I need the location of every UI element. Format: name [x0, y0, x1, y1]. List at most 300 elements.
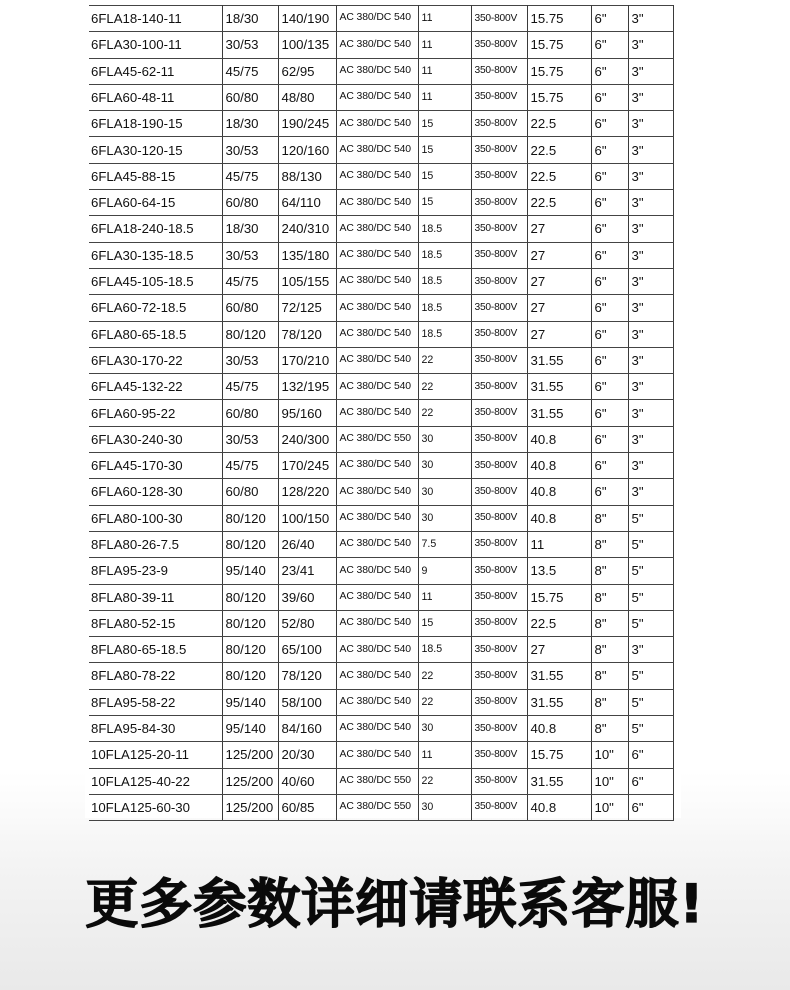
cell-power-kw: 18.5: [418, 216, 471, 242]
cell-voltage-range: 350-800V: [471, 137, 527, 163]
cell-flow: 80/120: [222, 610, 278, 636]
cell-power-kw: 18.5: [418, 321, 471, 347]
cell-size: 5": [628, 663, 673, 689]
cell-size: 3": [628, 137, 673, 163]
cell-current: 22.5: [527, 111, 591, 137]
table-row: [89, 321, 673, 347]
cell-voltage: AC 380/DC 540: [336, 190, 418, 216]
cell-voltage: AC 380/DC 540: [336, 32, 418, 58]
cell-voltage-range: 350-800V: [471, 400, 527, 426]
cell-voltage: AC 380/DC 540: [336, 505, 418, 531]
cell-voltage-range: 350-800V: [471, 32, 527, 58]
cell-outlet: 8": [591, 689, 628, 715]
cell-voltage-range: 350-800V: [471, 716, 527, 742]
table-row: [89, 242, 673, 268]
cell-outlet: 8": [591, 531, 628, 557]
cell-model: 6FLA45-132-22: [89, 374, 222, 400]
cell-voltage-range: 350-800V: [471, 190, 527, 216]
cell-voltage-range: 350-800V: [471, 163, 527, 189]
cell-size: 3": [628, 216, 673, 242]
cell-model: 8FLA95-23-9: [89, 558, 222, 584]
cell-power-kw: 22: [418, 347, 471, 373]
cell-head: 39/60: [278, 584, 336, 610]
cell-voltage: AC 380/DC 540: [336, 400, 418, 426]
cell-voltage-range: 350-800V: [471, 268, 527, 294]
cell-flow: 95/140: [222, 716, 278, 742]
cell-model: 6FLA45-105-18.5: [89, 268, 222, 294]
spec-table-body: [89, 6, 673, 821]
cell-voltage-range: 350-800V: [471, 689, 527, 715]
cell-size: 3": [628, 6, 673, 32]
cell-outlet: 8": [591, 505, 628, 531]
cell-size: 5": [628, 505, 673, 531]
cell-flow: 80/120: [222, 531, 278, 557]
cell-outlet: 6": [591, 242, 628, 268]
cell-voltage: AC 380/DC 540: [336, 689, 418, 715]
cell-voltage-range: 350-800V: [471, 6, 527, 32]
cell-outlet: 8": [591, 663, 628, 689]
cell-flow: 80/120: [222, 321, 278, 347]
cell-power-kw: 11: [418, 6, 471, 32]
cell-flow: 80/120: [222, 637, 278, 663]
cell-outlet: 8": [591, 610, 628, 636]
cell-size: 3": [628, 295, 673, 321]
cell-current: 40.8: [527, 794, 591, 820]
table-row: [89, 32, 673, 58]
cell-outlet: 10": [591, 742, 628, 768]
cell-current: 15.75: [527, 58, 591, 84]
cell-power-kw: 22: [418, 689, 471, 715]
cell-outlet: 10": [591, 794, 628, 820]
cell-voltage-range: 350-800V: [471, 295, 527, 321]
table-row: [89, 610, 673, 636]
cell-size: 3": [628, 58, 673, 84]
cell-head: 84/160: [278, 716, 336, 742]
table-row: [89, 6, 673, 32]
cell-outlet: 6": [591, 137, 628, 163]
cell-model: 6FLA60-48-11: [89, 84, 222, 110]
cell-flow: 18/30: [222, 6, 278, 32]
cell-size: 3": [628, 479, 673, 505]
cell-power-kw: 30: [418, 453, 471, 479]
cell-size: 3": [628, 637, 673, 663]
cell-flow: 18/30: [222, 111, 278, 137]
cell-power-kw: 7.5: [418, 531, 471, 557]
cell-current: 40.8: [527, 426, 591, 452]
cell-model: 8FLA80-78-22: [89, 663, 222, 689]
cell-power-kw: 15: [418, 610, 471, 636]
cell-voltage: AC 380/DC 540: [336, 637, 418, 663]
cell-voltage: AC 380/DC 540: [336, 163, 418, 189]
table-row: [89, 663, 673, 689]
cell-current: 27: [527, 216, 591, 242]
cell-power-kw: 22: [418, 374, 471, 400]
cell-model: 8FLA80-39-11: [89, 584, 222, 610]
cell-head: 72/125: [278, 295, 336, 321]
cell-power-kw: 18.5: [418, 242, 471, 268]
cell-model: 6FLA60-64-15: [89, 190, 222, 216]
cell-current: 15.75: [527, 584, 591, 610]
cell-size: 5": [628, 716, 673, 742]
cell-model: 6FLA80-100-30: [89, 505, 222, 531]
cell-flow: 80/120: [222, 505, 278, 531]
cell-flow: 125/200: [222, 768, 278, 794]
cell-voltage: AC 380/DC 540: [336, 374, 418, 400]
cell-current: 27: [527, 295, 591, 321]
cell-head: 64/110: [278, 190, 336, 216]
cell-current: 40.8: [527, 453, 591, 479]
cell-power-kw: 18.5: [418, 295, 471, 321]
cell-head: 62/95: [278, 58, 336, 84]
cell-voltage: AC 380/DC 540: [336, 558, 418, 584]
cell-model: 6FLA45-170-30: [89, 453, 222, 479]
table-row: [89, 742, 673, 768]
cell-model: 6FLA18-240-18.5: [89, 216, 222, 242]
cell-model: 6FLA18-140-11: [89, 6, 222, 32]
cell-current: 31.55: [527, 400, 591, 426]
cell-voltage-range: 350-800V: [471, 505, 527, 531]
cell-outlet: 6": [591, 84, 628, 110]
cell-voltage: AC 380/DC 540: [336, 584, 418, 610]
cell-outlet: 8": [591, 558, 628, 584]
cell-voltage: AC 380/DC 550: [336, 794, 418, 820]
cell-current: 15.75: [527, 84, 591, 110]
cell-size: 3": [628, 242, 673, 268]
cell-flow: 125/200: [222, 742, 278, 768]
cell-voltage-range: 350-800V: [471, 558, 527, 584]
cell-power-kw: 30: [418, 479, 471, 505]
cell-voltage: AC 380/DC 540: [336, 242, 418, 268]
cell-current: 15.75: [527, 742, 591, 768]
cell-size: 3": [628, 268, 673, 294]
cell-size: 3": [628, 321, 673, 347]
cell-outlet: 6": [591, 6, 628, 32]
cell-head: 128/220: [278, 479, 336, 505]
table-row: [89, 716, 673, 742]
cell-voltage-range: 350-800V: [471, 242, 527, 268]
cell-flow: 60/80: [222, 295, 278, 321]
cell-model: 6FLA30-170-22: [89, 347, 222, 373]
cell-power-kw: 9: [418, 558, 471, 584]
cell-voltage: AC 380/DC 540: [336, 610, 418, 636]
cell-model: 8FLA80-52-15: [89, 610, 222, 636]
cell-flow: 30/53: [222, 347, 278, 373]
cell-voltage: AC 380/DC 540: [336, 295, 418, 321]
cell-model: 6FLA60-72-18.5: [89, 295, 222, 321]
cell-voltage-range: 350-800V: [471, 426, 527, 452]
table-row: [89, 400, 673, 426]
cell-size: 5": [628, 689, 673, 715]
cell-model: 6FLA60-95-22: [89, 400, 222, 426]
cell-head: 58/100: [278, 689, 336, 715]
cell-current: 13.5: [527, 558, 591, 584]
cell-voltage: AC 380/DC 540: [336, 479, 418, 505]
cell-outlet: 8": [591, 584, 628, 610]
cell-head: 65/100: [278, 637, 336, 663]
cell-head: 23/41: [278, 558, 336, 584]
cell-model: 6FLA80-65-18.5: [89, 321, 222, 347]
cell-head: 48/80: [278, 84, 336, 110]
cell-flow: 60/80: [222, 190, 278, 216]
cell-power-kw: 30: [418, 794, 471, 820]
cell-head: 240/310: [278, 216, 336, 242]
cell-current: 15.75: [527, 6, 591, 32]
cell-power-kw: 15: [418, 137, 471, 163]
cell-head: 190/245: [278, 111, 336, 137]
cell-power-kw: 11: [418, 742, 471, 768]
cell-size: 3": [628, 347, 673, 373]
cell-head: 135/180: [278, 242, 336, 268]
cell-outlet: 10": [591, 768, 628, 794]
cell-outlet: 6": [591, 426, 628, 452]
cell-current: 22.5: [527, 190, 591, 216]
cell-size: 3": [628, 374, 673, 400]
cell-voltage: AC 380/DC 540: [336, 742, 418, 768]
cell-head: 40/60: [278, 768, 336, 794]
cell-voltage-range: 350-800V: [471, 742, 527, 768]
cell-power-kw: 30: [418, 505, 471, 531]
cell-voltage-range: 350-800V: [471, 453, 527, 479]
cell-voltage-range: 350-800V: [471, 663, 527, 689]
cell-flow: 45/75: [222, 374, 278, 400]
cell-outlet: 6": [591, 268, 628, 294]
cell-head: 100/150: [278, 505, 336, 531]
cell-current: 31.55: [527, 768, 591, 794]
cell-head: 105/155: [278, 268, 336, 294]
cell-voltage: AC 380/DC 540: [336, 137, 418, 163]
cell-current: 27: [527, 321, 591, 347]
cell-voltage: AC 380/DC 540: [336, 321, 418, 347]
cell-flow: 60/80: [222, 400, 278, 426]
contact-service-banner: 更多参数详细请联系客服!: [85, 874, 705, 935]
cell-current: 22.5: [527, 610, 591, 636]
cell-size: 3": [628, 32, 673, 58]
cell-model: 6FLA45-62-11: [89, 58, 222, 84]
table-row: [89, 689, 673, 715]
cell-voltage-range: 350-800V: [471, 58, 527, 84]
cell-flow: 60/80: [222, 84, 278, 110]
cell-power-kw: 11: [418, 32, 471, 58]
cell-model: 6FLA30-135-18.5: [89, 242, 222, 268]
cell-flow: 18/30: [222, 216, 278, 242]
table-row: [89, 453, 673, 479]
cell-outlet: 6": [591, 111, 628, 137]
cell-head: 52/80: [278, 610, 336, 636]
cell-head: 170/245: [278, 453, 336, 479]
cell-current: 22.5: [527, 137, 591, 163]
pump-spec-table: [89, 5, 674, 821]
cell-size: 3": [628, 453, 673, 479]
cell-voltage-range: 350-800V: [471, 347, 527, 373]
cell-flow: 80/120: [222, 584, 278, 610]
cell-flow: 30/53: [222, 426, 278, 452]
table-row: [89, 295, 673, 321]
cell-voltage: AC 380/DC 540: [336, 453, 418, 479]
cell-power-kw: 30: [418, 716, 471, 742]
cell-head: 120/160: [278, 137, 336, 163]
cell-size: 6": [628, 794, 673, 820]
cell-power-kw: 15: [418, 190, 471, 216]
cell-flow: 45/75: [222, 163, 278, 189]
cell-head: 78/120: [278, 663, 336, 689]
cell-flow: 45/75: [222, 268, 278, 294]
cell-outlet: 6": [591, 400, 628, 426]
cell-flow: 30/53: [222, 32, 278, 58]
cell-model: 8FLA95-84-30: [89, 716, 222, 742]
cell-head: 132/195: [278, 374, 336, 400]
cell-size: 5": [628, 584, 673, 610]
cell-outlet: 8": [591, 716, 628, 742]
cell-power-kw: 18.5: [418, 637, 471, 663]
cell-size: 3": [628, 426, 673, 452]
cell-outlet: 6": [591, 479, 628, 505]
cell-size: 3": [628, 163, 673, 189]
cell-current: 27: [527, 637, 591, 663]
table-row: [89, 505, 673, 531]
cell-voltage: AC 380/DC 540: [336, 716, 418, 742]
cell-model: 10FLA125-20-11: [89, 742, 222, 768]
cell-voltage-range: 350-800V: [471, 321, 527, 347]
cell-head: 170/210: [278, 347, 336, 373]
cell-voltage-range: 350-800V: [471, 479, 527, 505]
cell-current: 22.5: [527, 163, 591, 189]
cell-outlet: 6": [591, 58, 628, 84]
table-row: [89, 531, 673, 557]
cell-voltage-range: 350-800V: [471, 531, 527, 557]
cell-flow: 125/200: [222, 794, 278, 820]
cell-current: 40.8: [527, 505, 591, 531]
cell-model: 10FLA125-60-30: [89, 794, 222, 820]
cell-size: 6": [628, 742, 673, 768]
cell-outlet: 6": [591, 190, 628, 216]
cell-voltage: AC 380/DC 550: [336, 426, 418, 452]
cell-flow: 95/140: [222, 558, 278, 584]
cell-size: 6": [628, 768, 673, 794]
cell-current: 15.75: [527, 32, 591, 58]
table-row: [89, 216, 673, 242]
cell-outlet: 6": [591, 321, 628, 347]
table-row: [89, 794, 673, 820]
table-row: [89, 479, 673, 505]
cell-current: 27: [527, 268, 591, 294]
cell-head: 240/300: [278, 426, 336, 452]
cell-voltage-range: 350-800V: [471, 768, 527, 794]
cell-power-kw: 22: [418, 663, 471, 689]
cell-size: 3": [628, 190, 673, 216]
cell-voltage-range: 350-800V: [471, 111, 527, 137]
cell-outlet: 6": [591, 216, 628, 242]
cell-voltage-range: 350-800V: [471, 610, 527, 636]
cell-outlet: 6": [591, 374, 628, 400]
cell-voltage-range: 350-800V: [471, 216, 527, 242]
cell-head: 140/190: [278, 6, 336, 32]
cell-model: 6FLA30-240-30: [89, 426, 222, 452]
cell-current: 31.55: [527, 689, 591, 715]
cell-head: 88/130: [278, 163, 336, 189]
table-row: [89, 347, 673, 373]
cell-voltage-range: 350-800V: [471, 794, 527, 820]
cell-current: 31.55: [527, 663, 591, 689]
cell-voltage: AC 380/DC 540: [336, 216, 418, 242]
cell-power-kw: 18.5: [418, 268, 471, 294]
cell-outlet: 6": [591, 295, 628, 321]
cell-flow: 45/75: [222, 453, 278, 479]
cell-current: 11: [527, 531, 591, 557]
cell-power-kw: 11: [418, 58, 471, 84]
cell-outlet: 6": [591, 453, 628, 479]
table-row: [89, 768, 673, 794]
cell-outlet: 6": [591, 163, 628, 189]
cell-voltage: AC 380/DC 540: [336, 84, 418, 110]
cell-flow: 45/75: [222, 58, 278, 84]
cell-outlet: 6": [591, 32, 628, 58]
cell-model: 8FLA95-58-22: [89, 689, 222, 715]
cell-current: 40.8: [527, 479, 591, 505]
table-row: [89, 137, 673, 163]
cell-flow: 30/53: [222, 137, 278, 163]
table-row: [89, 163, 673, 189]
cell-power-kw: 11: [418, 84, 471, 110]
cell-power-kw: 22: [418, 768, 471, 794]
cell-size: 5": [628, 558, 673, 584]
cell-power-kw: 22: [418, 400, 471, 426]
cell-power-kw: 11: [418, 584, 471, 610]
cell-model: 6FLA30-120-15: [89, 137, 222, 163]
cell-voltage: AC 380/DC 540: [336, 347, 418, 373]
table-row: [89, 374, 673, 400]
cell-size: 3": [628, 84, 673, 110]
cell-voltage-range: 350-800V: [471, 584, 527, 610]
cell-model: 6FLA30-100-11: [89, 32, 222, 58]
cell-voltage-range: 350-800V: [471, 374, 527, 400]
cell-head: 60/85: [278, 794, 336, 820]
cell-head: 95/160: [278, 400, 336, 426]
cell-outlet: 6": [591, 347, 628, 373]
cell-flow: 30/53: [222, 242, 278, 268]
table-row: [89, 426, 673, 452]
cell-voltage: AC 380/DC 550: [336, 768, 418, 794]
cell-voltage: AC 380/DC 540: [336, 111, 418, 137]
cell-voltage: AC 380/DC 540: [336, 663, 418, 689]
table-row: [89, 558, 673, 584]
table-row: [89, 268, 673, 294]
table-row: [89, 111, 673, 137]
cell-model: 8FLA80-26-7.5: [89, 531, 222, 557]
cell-voltage-range: 350-800V: [471, 84, 527, 110]
cell-power-kw: 15: [418, 163, 471, 189]
cell-voltage: AC 380/DC 540: [336, 531, 418, 557]
cell-voltage-range: 350-800V: [471, 637, 527, 663]
cell-power-kw: 30: [418, 426, 471, 452]
cell-current: 31.55: [527, 347, 591, 373]
table-row: [89, 190, 673, 216]
cell-power-kw: 15: [418, 111, 471, 137]
cell-head: 20/30: [278, 742, 336, 768]
cell-model: 6FLA45-88-15: [89, 163, 222, 189]
cell-voltage: AC 380/DC 540: [336, 6, 418, 32]
table-row: [89, 584, 673, 610]
cell-head: 100/135: [278, 32, 336, 58]
cell-current: 27: [527, 242, 591, 268]
cell-outlet: 8": [591, 637, 628, 663]
cell-head: 26/40: [278, 531, 336, 557]
table-row: [89, 637, 673, 663]
cell-size: 5": [628, 531, 673, 557]
cell-flow: 80/120: [222, 663, 278, 689]
cell-current: 40.8: [527, 716, 591, 742]
cell-model: 8FLA80-65-18.5: [89, 637, 222, 663]
table-row: [89, 58, 673, 84]
